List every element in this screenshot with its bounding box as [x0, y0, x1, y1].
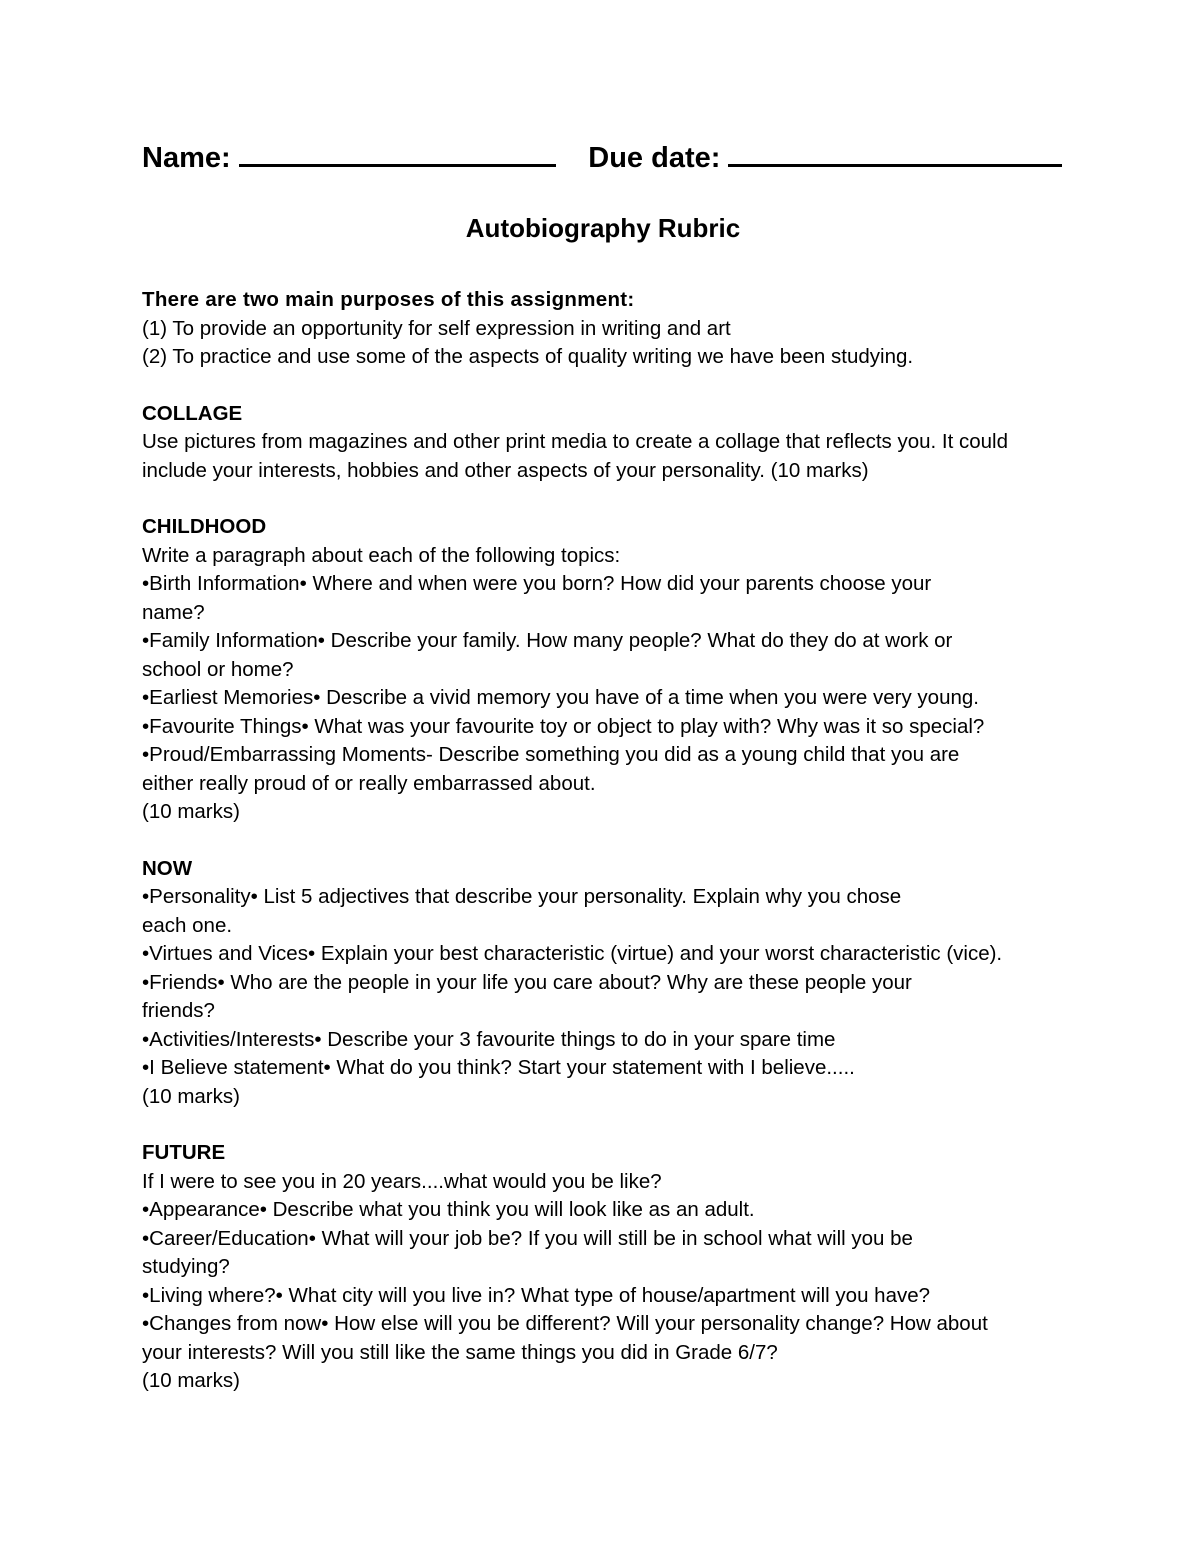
due-date-blank-line: [728, 138, 1062, 167]
future-line: •Career/Education• What will your job be? If you will still be in school what will you be: [142, 1226, 913, 1250]
now-marks: (10 marks): [142, 1084, 240, 1108]
future-marks: (10 marks): [142, 1369, 240, 1392]
childhood-line: either really proud of or really embarrassed about.: [142, 771, 596, 795]
future-line: •Changes from now• How else will you be different? Will your personality change? How about: [142, 1312, 988, 1335]
future-line: If I were to see you in 20 years....what would you be like?: [142, 1169, 662, 1193]
future-line: your interests? Will you still like the same things you did in Grade 6/7?: [142, 1340, 778, 1364]
childhood-line: name?: [142, 600, 205, 624]
now-line: •Virtues and Vices• Explain your best characteristic (virtue) and your worst characteristic (vice).: [142, 942, 1003, 965]
page-title: Autobiography Rubric: [465, 213, 741, 243]
intro-line: (1) To provide an opportunity for self expression in writing and art: [142, 316, 731, 340]
childhood-line: •Birth Information• Where and when were you born? How did your parents choose your: [142, 572, 932, 595]
childhood-line: •Family Information• Describe your family. How many people? What do they do at work or: [142, 629, 953, 652]
future-line: studying?: [142, 1255, 230, 1278]
now-line: •I Believe statement• What do you think? Start your statement with I believe.....: [142, 1056, 855, 1079]
childhood-line: Write a paragraph about each of the following topics:: [142, 543, 621, 567]
intro-heading: There are two main purposes of this assignment:: [142, 288, 635, 311]
name-blank-line: [239, 138, 557, 167]
childhood-heading: CHILDHOOD: [142, 515, 267, 538]
intro-section: [142, 286, 1062, 372]
due-date-label: Due date:: [588, 142, 721, 174]
future-line: •Appearance• Describe what you think you will look like as an adult.: [142, 1198, 755, 1221]
collage-line: include your interests, hobbies and other aspects of your personality. (10 marks): [142, 458, 869, 482]
name-label: Name:: [142, 142, 231, 174]
now-heading: NOW: [142, 856, 193, 880]
childhood-line: school or home?: [142, 657, 294, 681]
collage-section: [142, 400, 1062, 486]
future-section: [142, 1139, 1062, 1396]
now-section: [142, 855, 1062, 1112]
future-line: •Living where?• What city will you live in? What type of house/apartment will you have?: [142, 1283, 931, 1307]
document-page: [142, 138, 1062, 1396]
now-line: •Friends• Who are the people in your life you care about? Why are these people your: [142, 970, 912, 994]
childhood-line: •Proud/Embarrassing Moments- Describe something you did as a young child that you are: [142, 743, 960, 766]
childhood-section: [142, 513, 1062, 827]
collage-heading: COLLAGE: [142, 401, 243, 425]
now-line: •Activities/Interests• Describe your 3 favourite things to do in your spare time: [142, 1027, 836, 1051]
now-line: •Personality• List 5 adjectives that describe your personality. Explain why you chose: [142, 885, 902, 908]
childhood-marks: (10 marks): [142, 800, 240, 823]
now-line: friends?: [142, 999, 215, 1022]
intro-line: (2) To practice and use some of the aspects of quality writing we have been studying.: [142, 345, 914, 368]
childhood-line: •Earliest Memories• Describe a vivid memory you have of a time when you were very young.: [142, 686, 979, 709]
header-line: [142, 138, 1062, 178]
future-heading: FUTURE: [142, 1141, 226, 1164]
childhood-line: •Favourite Things• What was your favourite toy or object to play with? Why was it so special?: [142, 714, 985, 738]
now-line: each one.: [142, 913, 233, 937]
collage-line: Use pictures from magazines and other print media to create a collage that reflects you. It could: [142, 430, 1008, 453]
